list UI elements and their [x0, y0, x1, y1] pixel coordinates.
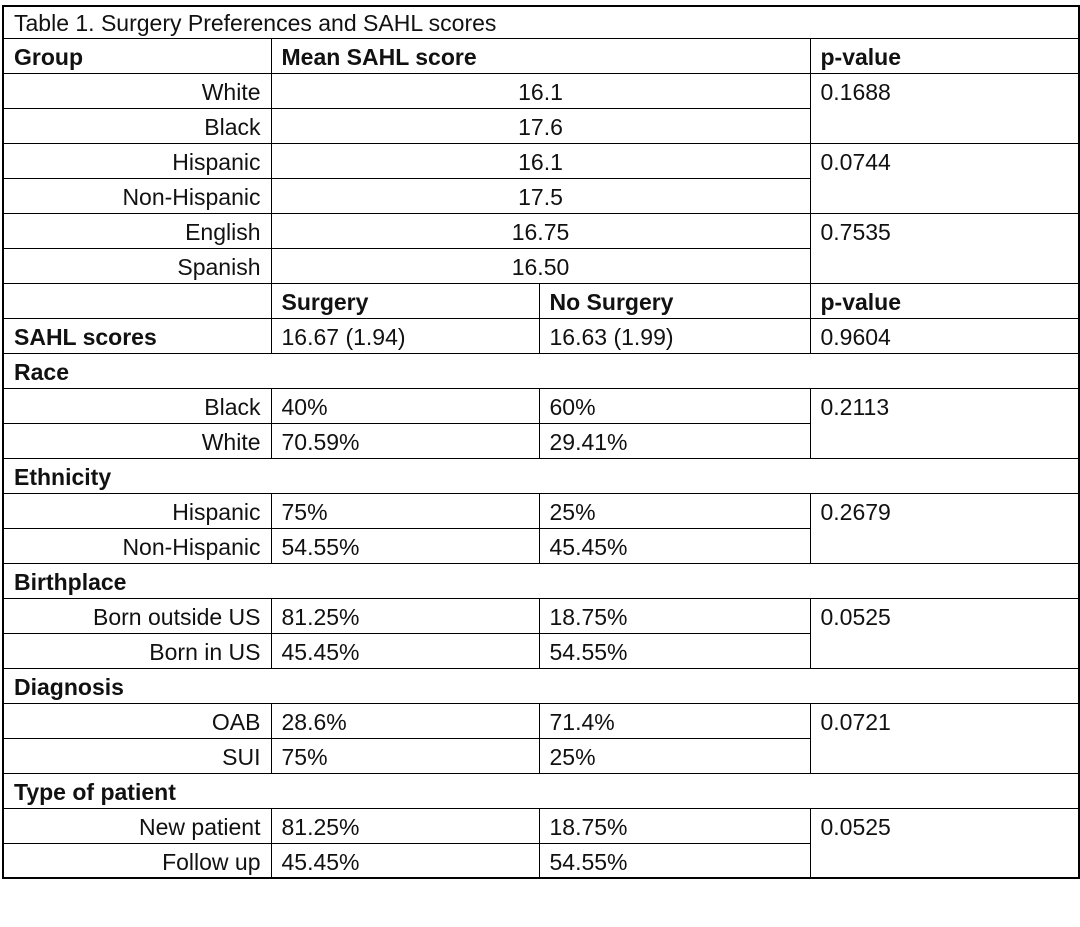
mean-value: 16.50 [271, 248, 810, 283]
section-header-row [3, 458, 1079, 493]
p-value: 0.0721 [810, 703, 1079, 773]
table-row [3, 143, 1079, 178]
no-surgery-value: 71.4% [539, 703, 810, 738]
p-value: 0.0525 [810, 598, 1079, 668]
surgery-value: 54.55% [271, 528, 539, 563]
mean-value: 16.75 [271, 213, 810, 248]
surgery-value: 81.25% [271, 808, 539, 843]
p-value: 0.2113 [810, 388, 1079, 458]
header-no-surgery: No Surgery [539, 283, 810, 318]
row-label: SUI [3, 738, 271, 773]
results-table [2, 5, 1080, 879]
header-pvalue: p-value [810, 38, 1079, 73]
p-value: 0.9604 [810, 318, 1079, 353]
row-label: Born outside US [3, 598, 271, 633]
header-pvalue-2: p-value [810, 283, 1079, 318]
header-surgery: Surgery [271, 283, 539, 318]
row-label: Black [3, 108, 271, 143]
no-surgery-value: 29.41% [539, 423, 810, 458]
surgery-value: 45.45% [271, 843, 539, 878]
p-value: 0.0525 [810, 808, 1079, 878]
section-title: Type of patient [3, 773, 1079, 808]
blank-cell [3, 283, 271, 318]
table-row [3, 213, 1079, 248]
section-title: Ethnicity [3, 458, 1079, 493]
table-row [3, 388, 1079, 423]
row-label: OAB [3, 703, 271, 738]
row-label: English [3, 213, 271, 248]
sahl-row [3, 318, 1079, 353]
p-value: 0.7535 [810, 213, 1079, 283]
p-value: 0.1688 [810, 73, 1079, 143]
p-value: 0.2679 [810, 493, 1079, 563]
sahl-label: SAHL scores [3, 318, 271, 353]
section-header-row [3, 563, 1079, 598]
no-surgery-value: 54.55% [539, 633, 810, 668]
surgery-value: 28.6% [271, 703, 539, 738]
no-surgery-value: 18.75% [539, 598, 810, 633]
subheader-row [3, 283, 1079, 318]
header-group: Group [3, 38, 271, 73]
row-label: Black [3, 388, 271, 423]
no-surgery-value: 16.63 (1.99) [539, 318, 810, 353]
surgery-value: 70.59% [271, 423, 539, 458]
section-header-row [3, 773, 1079, 808]
row-label: White [3, 73, 271, 108]
row-label: Hispanic [3, 143, 271, 178]
table-caption: Table 1. Surgery Preferences and SAHL scores [3, 6, 1079, 38]
no-surgery-value: 25% [539, 493, 810, 528]
section-title: Birthplace [3, 563, 1079, 598]
section-header-row [3, 353, 1079, 388]
table-row [3, 808, 1079, 843]
mean-value: 17.6 [271, 108, 810, 143]
table-row [3, 703, 1079, 738]
mean-value: 16.1 [271, 73, 810, 108]
section-title: Diagnosis [3, 668, 1079, 703]
p-value: 0.0744 [810, 143, 1079, 213]
no-surgery-value: 45.45% [539, 528, 810, 563]
row-label: White [3, 423, 271, 458]
no-surgery-value: 18.75% [539, 808, 810, 843]
row-label: New patient [3, 808, 271, 843]
no-surgery-value: 25% [539, 738, 810, 773]
header-mean-sahl: Mean SAHL score [271, 38, 810, 73]
row-label: Spanish [3, 248, 271, 283]
row-label: Follow up [3, 843, 271, 878]
mean-value: 17.5 [271, 178, 810, 213]
row-label: Hispanic [3, 493, 271, 528]
row-label: Non-Hispanic [3, 178, 271, 213]
table-row [3, 493, 1079, 528]
caption-row [3, 6, 1079, 38]
surgery-value: 81.25% [271, 598, 539, 633]
row-label: Non-Hispanic [3, 528, 271, 563]
row-label: Born in US [3, 633, 271, 668]
table-row [3, 598, 1079, 633]
surgery-value: 75% [271, 738, 539, 773]
mean-value: 16.1 [271, 143, 810, 178]
no-surgery-value: 60% [539, 388, 810, 423]
header-row [3, 38, 1079, 73]
section-header-row [3, 668, 1079, 703]
section-title: Race [3, 353, 1079, 388]
surgery-value: 40% [271, 388, 539, 423]
surgery-value: 16.67 (1.94) [271, 318, 539, 353]
surgery-value: 75% [271, 493, 539, 528]
surgery-value: 45.45% [271, 633, 539, 668]
table-row [3, 73, 1079, 108]
no-surgery-value: 54.55% [539, 843, 810, 878]
